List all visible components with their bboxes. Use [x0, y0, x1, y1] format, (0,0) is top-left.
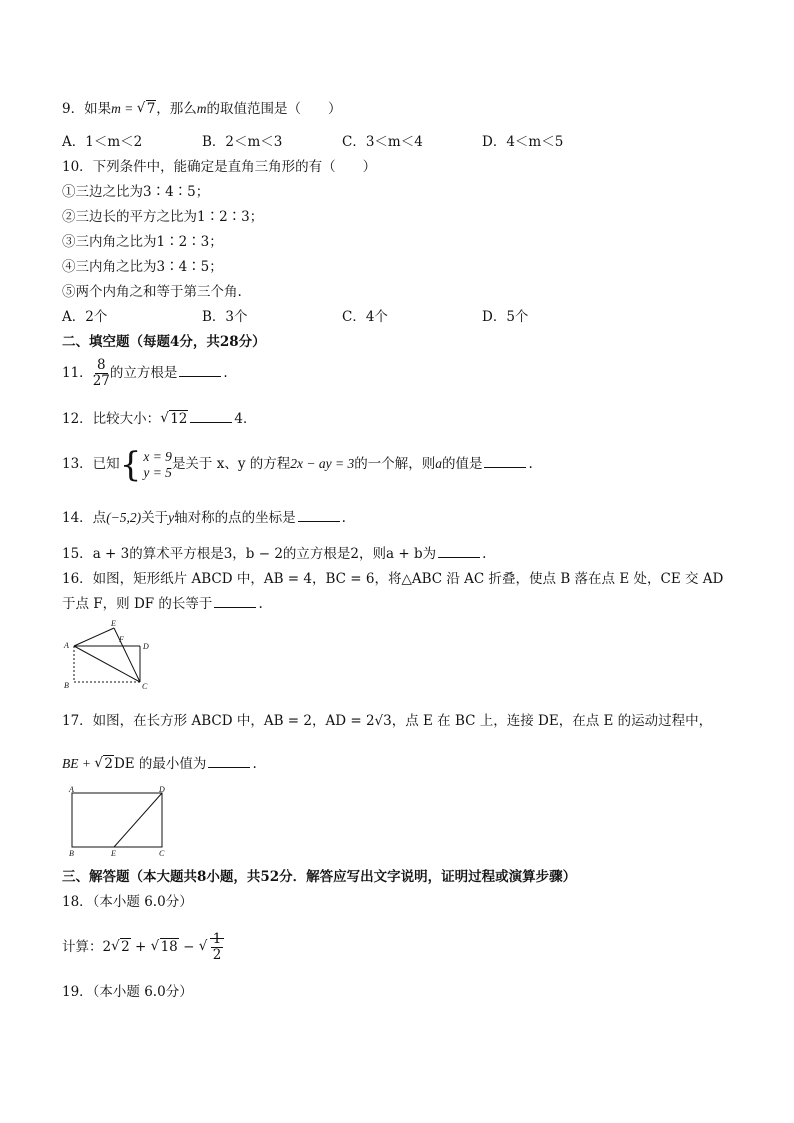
q14-var: y: [168, 510, 175, 525]
q9-stem: [62, 100, 342, 118]
q15-number: 15．: [62, 546, 93, 562]
q16-end: .: [258, 596, 263, 612]
q10-item-5: ⑤两个内角之和等于第三个角.: [62, 284, 242, 300]
q10-stem: 10．下列条件中，能确定是直角三角形的有（ ）: [62, 159, 377, 175]
q16-line-2-text: 于点 F，则 DF 的长等于: [62, 596, 213, 612]
q9-option-c: C．3＜m＜4: [342, 134, 423, 150]
q11-frac-num: 8: [96, 357, 106, 373]
q11-end: .: [223, 365, 228, 381]
q15-answer-blank[interactable]: [438, 545, 480, 558]
q16-answer-blank[interactable]: [214, 595, 256, 608]
q13-var: a: [435, 456, 442, 471]
q16-figure: [58, 618, 168, 690]
q13-row-2: y = 5: [143, 464, 172, 480]
section-2-heading: 二、填空题（每题4分，共28分）: [62, 334, 266, 350]
q15: [62, 545, 486, 563]
q11-frac-den: 27: [92, 373, 110, 389]
q16-label-c: C: [142, 682, 148, 690]
q17-line-2-b: DE 的最小值为: [113, 756, 207, 772]
q17-rectangle: [72, 793, 162, 847]
q18-sqrt-2: [151, 930, 179, 964]
q11-text: 的立方根是: [109, 365, 178, 381]
q10-item-2: ②三边长的平方之比为1∶2∶3；: [62, 209, 264, 225]
q13-number: 13．已知: [62, 456, 120, 472]
q14: [62, 509, 346, 527]
q14-end: .: [341, 510, 346, 526]
q14-number: 14．点: [62, 510, 107, 526]
q13-equation: 2x − ay = 3: [290, 456, 355, 471]
q12: [62, 410, 256, 428]
q17-label-a: A: [69, 785, 74, 794]
q16-label-f: F: [119, 635, 124, 644]
q13-system: { x = 9 y = 5: [119, 444, 172, 485]
q18-rad-2: 18: [160, 939, 178, 955]
q12-rad: 12: [170, 411, 188, 427]
q13-end: .: [528, 456, 533, 472]
q17-sqrt: [94, 755, 114, 773]
q12-text: 12．比较大小：: [62, 411, 161, 427]
q18-frac-den: 2: [212, 947, 222, 963]
q16-label-b: B: [64, 681, 69, 690]
q16-label-e: E: [111, 619, 116, 628]
q16-line-2: [62, 595, 263, 613]
q18-fraction: [211, 932, 224, 963]
q19-title: 19．（本小题 6.0分）: [62, 984, 193, 1000]
q17-segment-de: [114, 793, 162, 847]
q16-label-a: A: [64, 641, 69, 650]
q9-option-b: B．2＜m＜3: [202, 134, 283, 150]
q9-stem-c: 的取值范围是（ ）: [206, 101, 342, 117]
q11-answer-blank[interactable]: [179, 364, 221, 377]
q17-label-c: C: [159, 849, 165, 858]
q17-line-2-a: BE +: [62, 756, 95, 771]
q10-option-a: A．2个: [62, 309, 108, 325]
q10-item-1: ①三边之比为3∶4∶5；: [62, 184, 210, 200]
q18-title: 18．（本小题 6.0分）: [62, 894, 193, 910]
q13-answer-blank[interactable]: [484, 455, 526, 468]
q16-segment-ec: [114, 628, 140, 682]
q10-option-c: C．4个: [342, 309, 388, 325]
q16-segment-ae: [74, 628, 114, 646]
q18-plus: +: [130, 939, 151, 955]
q17-line-2: [62, 755, 257, 773]
q15-end: .: [482, 546, 487, 562]
q9-stem-a: 9．如果: [62, 101, 112, 117]
q9-var: m: [196, 101, 207, 116]
q12-answer-blank[interactable]: [190, 410, 232, 423]
q17-label-e: E: [111, 849, 116, 858]
q18-frac-num: √ 1: [212, 931, 222, 947]
q13-text-b: 的一个解，则: [354, 456, 436, 472]
q10-item-3: ③三内角之比为1∶2∶3；: [62, 234, 223, 250]
q13-row-1: x = 9: [143, 448, 172, 464]
q16-line-1: 16．如图，矩形纸片 ABCD 中，AB = 4，BC = 6，将△ABC 沿 AC 折叠，使点 B 落在点 E 处，CE 交 AD: [62, 571, 724, 587]
q17-label-b: B: [69, 849, 74, 858]
q17-rad: 2: [104, 756, 113, 772]
q18-minus: −: [178, 939, 199, 955]
q18-rad-1: 2: [121, 939, 130, 955]
q15-text: a + 3的算术平方根是3，b − 2的立方根是2，则a + b为: [92, 546, 437, 562]
q18-coef: 2: [102, 939, 112, 955]
q13: [62, 444, 533, 485]
q18-expression: [62, 930, 224, 964]
q16-label-d: D: [143, 642, 149, 651]
q9-expr: m =: [111, 101, 137, 116]
q11: [62, 356, 228, 390]
q10-item-4: ④三内角之比为3∶4∶5；: [62, 259, 223, 275]
q18-sqrt-3: [199, 930, 225, 964]
q9-option-d: D．4＜m＜5: [482, 134, 564, 150]
q13-text-a: 是关于 x、y 的方程: [171, 456, 291, 472]
q11-number: 11．: [62, 365, 93, 381]
q12-end: 4．: [234, 411, 257, 427]
q17-label-d: D: [159, 785, 165, 794]
q14-text-a: 关于: [141, 510, 169, 526]
q10-option-d: D．5个: [482, 309, 529, 325]
q14-text-b: 轴对称的点的坐标是: [174, 510, 296, 526]
q9-rad: 7: [146, 101, 156, 117]
q14-point: (−5,2): [106, 510, 142, 525]
q17-line-1: 17．如图，在长方形 ABCD 中，AB = 2，AD = 2√3，点 E 在 BC 上，连接 DE，在点 E 的运动过程中，: [62, 713, 713, 729]
q9-sqrt: [137, 100, 157, 118]
section-3-heading: 三、解答题（本大题共8小题，共52分．解答应写出文字说明，证明过程或演算步骤）: [62, 869, 577, 885]
q16-diagonal-ac: [74, 646, 140, 682]
q11-fraction: [93, 358, 110, 389]
q10-option-b: B．3个: [202, 309, 248, 325]
q17-figure: [62, 785, 180, 859]
q9-option-a: A．1＜m＜2: [62, 134, 143, 150]
q13-text-c: 的值是: [441, 456, 483, 472]
q17-end: .: [252, 756, 257, 772]
q18-label: 计算：: [62, 939, 103, 955]
q18-sqrt-1: [111, 930, 131, 964]
q14-answer-blank[interactable]: [298, 509, 340, 522]
q9-stem-b: ，那么: [156, 101, 197, 117]
q18-rad-3: [210, 931, 225, 963]
q12-sqrt: [160, 410, 188, 428]
q17-answer-blank[interactable]: [208, 755, 250, 768]
